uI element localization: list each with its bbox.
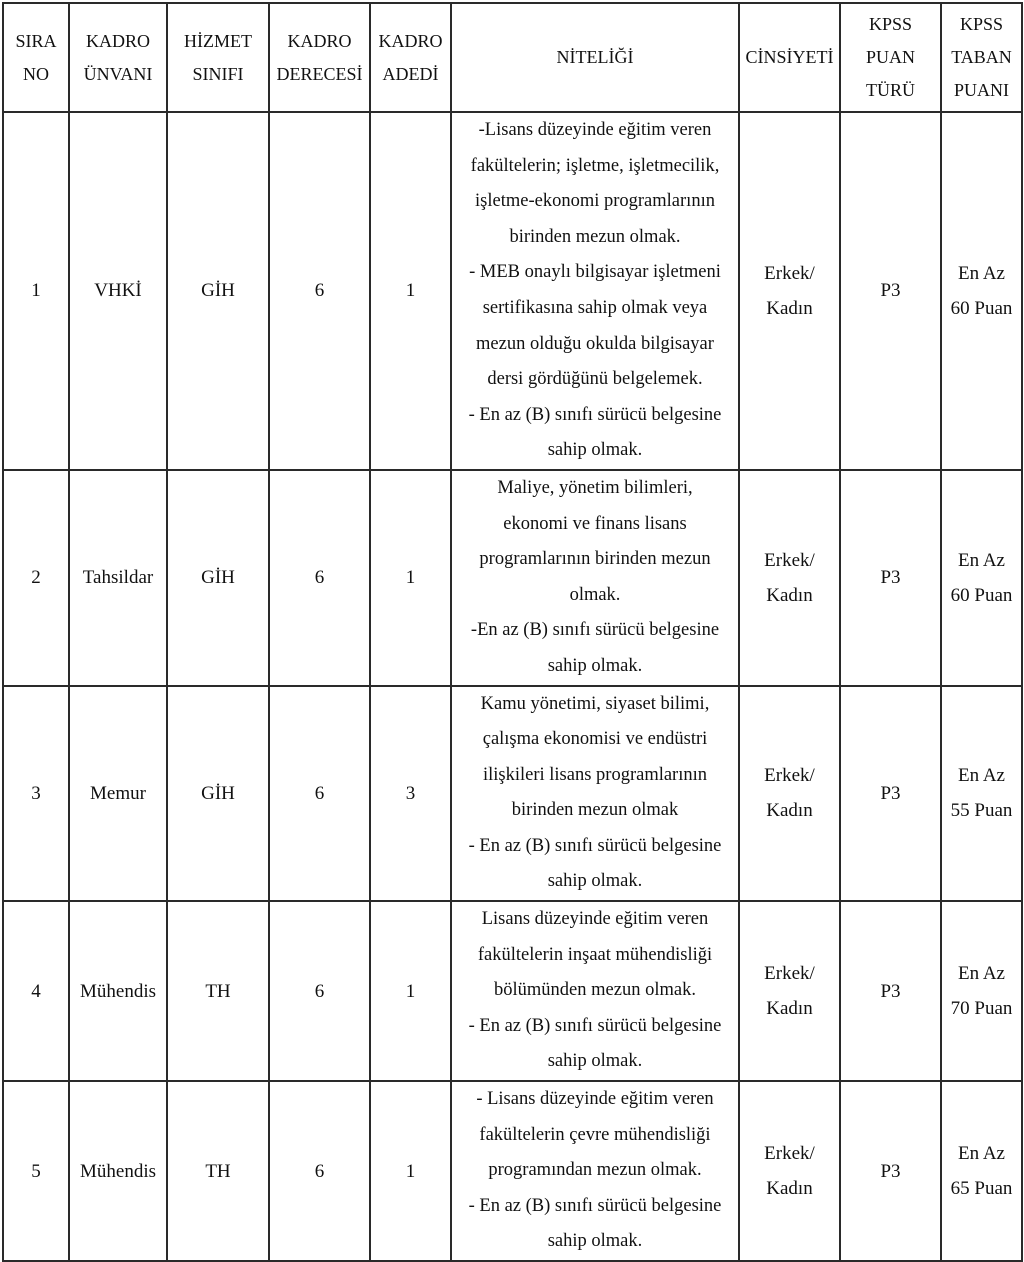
- header-kpss-taban-puani: KPSS TABAN PUANI: [941, 3, 1022, 112]
- header-kadro-derecesi: KADRO DERECESİ: [269, 3, 370, 112]
- cell-adet: 1: [370, 1081, 451, 1261]
- cell-puan-turu: P3: [840, 901, 941, 1081]
- cell-adet: 1: [370, 112, 451, 470]
- cell-taban-puan: En Az 55 Puan: [941, 686, 1022, 902]
- cell-puan-turu: P3: [840, 470, 941, 686]
- table-row: [3, 470, 1022, 686]
- cell-taban-puan: En Az 60 Puan: [941, 470, 1022, 686]
- header-sira-no: SIRA NO: [3, 3, 69, 112]
- cell-nitelik: Maliye, yönetim bilimleri, ekonomi ve finans lisans programlarının birinden mezun olmak. -En az (B) sınıfı sürücü belgesine sahip olmak.: [451, 470, 739, 686]
- cell-sira: 4: [3, 901, 69, 1081]
- cell-nitelik: -Lisans düzeyinde eğitim veren fakültelerin; işletme, işletmecilik, işletme-ekonomi programlarının birinden mezun olmak. - MEB onaylı bilgisayar işletmeni sertifikasına sahip olmak veya mezun olduğu okulda bilgisayar dersi gördüğünü belgelemek. - En az (B) sınıfı sürücü belgesine sahip olmak.: [451, 112, 739, 470]
- cell-sinif: GİH: [167, 686, 269, 902]
- table-row: [3, 901, 1022, 1081]
- cell-derece: 6: [269, 901, 370, 1081]
- cell-unvan: Memur: [69, 686, 167, 902]
- table-row: [3, 1081, 1022, 1261]
- cell-cinsiyet: Erkek/ Kadın: [739, 112, 840, 470]
- header-kpss-puan-turu: KPSS PUAN TÜRÜ: [840, 3, 941, 112]
- cell-unvan: Mühendis: [69, 1081, 167, 1261]
- cell-unvan: Tahsildar: [69, 470, 167, 686]
- cell-sira: 5: [3, 1081, 69, 1261]
- cell-cinsiyet: Erkek/ Kadın: [739, 686, 840, 902]
- header-hizmet-sinifi: HİZMET SINIFI: [167, 3, 269, 112]
- cell-puan-turu: P3: [840, 1081, 941, 1261]
- cell-nitelik: - Lisans düzeyinde eğitim veren fakültelerin çevre mühendisliği programından mezun olmak. - En az (B) sınıfı sürücü belgesine sahip olmak.: [451, 1081, 739, 1261]
- cell-cinsiyet: Erkek/ Kadın: [739, 1081, 840, 1261]
- cell-adet: 1: [370, 470, 451, 686]
- header-kadro-unvani: KADRO ÜNVANI: [69, 3, 167, 112]
- cell-unvan: VHKİ: [69, 112, 167, 470]
- table-row: [3, 112, 1022, 470]
- cell-adet: 1: [370, 901, 451, 1081]
- cell-cinsiyet: Erkek/ Kadın: [739, 470, 840, 686]
- cell-adet: 3: [370, 686, 451, 902]
- cell-sinif: TH: [167, 1081, 269, 1261]
- cell-taban-puan: En Az 60 Puan: [941, 112, 1022, 470]
- cell-cinsiyet: Erkek/ Kadın: [739, 901, 840, 1081]
- cell-sira: 2: [3, 470, 69, 686]
- kadro-table: [2, 2, 1023, 1262]
- cell-sinif: GİH: [167, 470, 269, 686]
- cell-sinif: TH: [167, 901, 269, 1081]
- header-niteligi: NİTELİĞİ: [451, 3, 739, 112]
- cell-taban-puan: En Az 70 Puan: [941, 901, 1022, 1081]
- cell-nitelik: Lisans düzeyinde eğitim veren fakültelerin inşaat mühendisliği bölümünden mezun olmak. - En az (B) sınıfı sürücü belgesine sahip olmak.: [451, 901, 739, 1081]
- cell-derece: 6: [269, 112, 370, 470]
- header-cinsiyeti: CİNSİYETİ: [739, 3, 840, 112]
- cell-derece: 6: [269, 1081, 370, 1261]
- cell-unvan: Mühendis: [69, 901, 167, 1081]
- cell-puan-turu: P3: [840, 112, 941, 470]
- header-row: [3, 3, 1022, 112]
- table-row: [3, 686, 1022, 902]
- cell-puan-turu: P3: [840, 686, 941, 902]
- header-kadro-adedi: KADRO ADEDİ: [370, 3, 451, 112]
- cell-taban-puan: En Az 65 Puan: [941, 1081, 1022, 1261]
- cell-sira: 1: [3, 112, 69, 470]
- cell-derece: 6: [269, 686, 370, 902]
- cell-derece: 6: [269, 470, 370, 686]
- cell-nitelik: Kamu yönetimi, siyaset bilimi, çalışma ekonomisi ve endüstri ilişkileri lisans programlarının birinden mezun olmak - En az (B) sınıfı sürücü belgesine sahip olmak.: [451, 686, 739, 902]
- cell-sira: 3: [3, 686, 69, 902]
- cell-sinif: GİH: [167, 112, 269, 470]
